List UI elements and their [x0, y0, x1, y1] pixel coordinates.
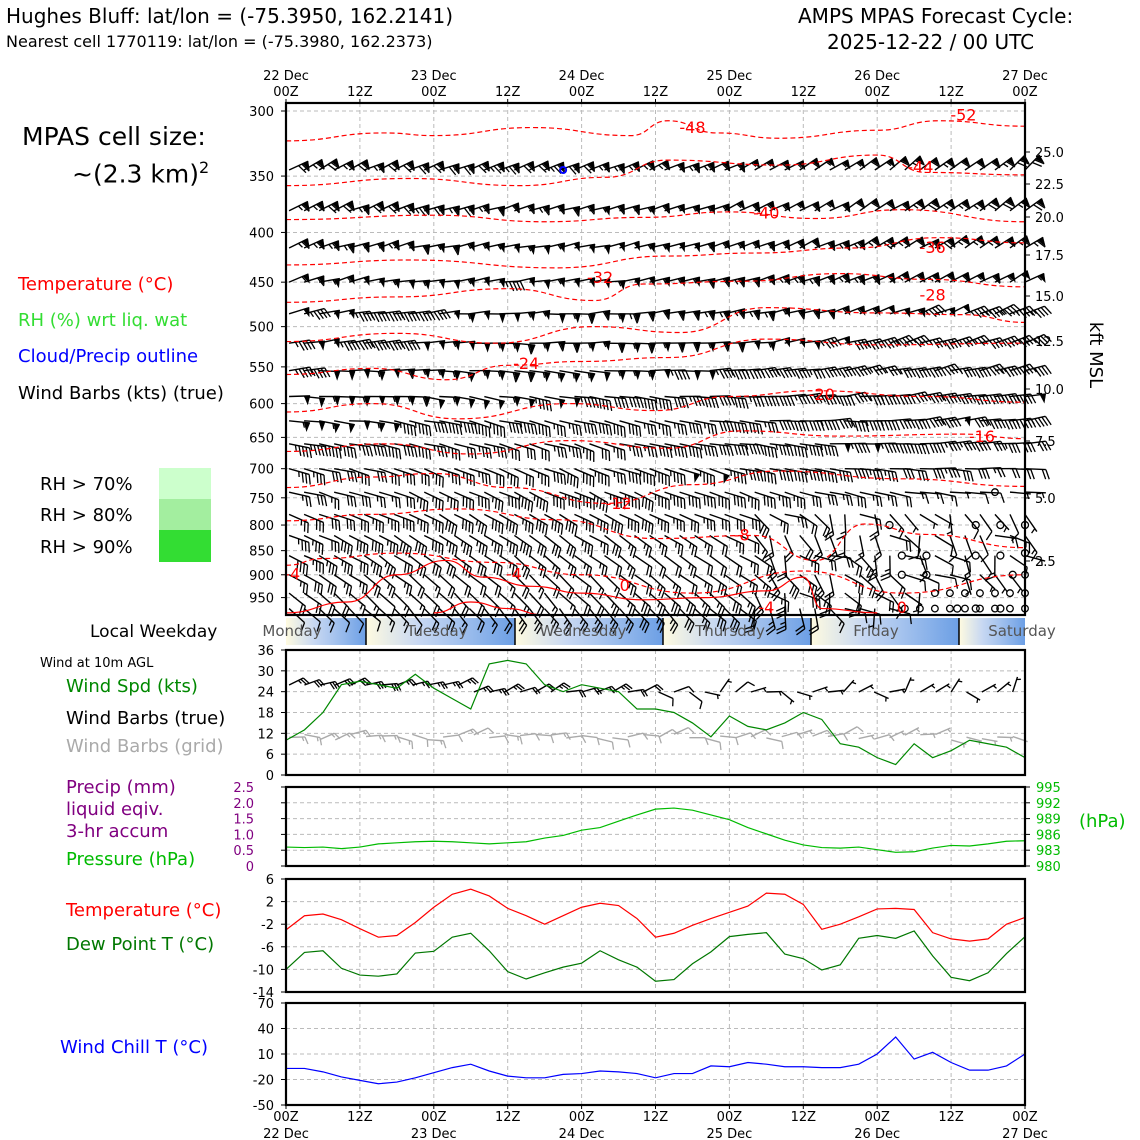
precip-tick-label: 0 — [245, 860, 254, 875]
grid-wind-barb — [289, 737, 308, 745]
weekday-label: Wednesday — [539, 622, 627, 640]
pressure-tick-label: 992 — [1036, 796, 1061, 812]
grid-wind-barb — [395, 737, 415, 749]
temperature-contour-label: 0 — [619, 575, 630, 595]
cycle-time: 2025-12-22 / 00 UTC — [827, 30, 1035, 54]
bottom-date-label: 26 Dec — [854, 1127, 901, 1140]
barb-full — [1044, 305, 1051, 315]
temperature-contour-label: -28 — [919, 285, 946, 305]
wind-tick-label: 18 — [257, 706, 274, 722]
pressure-tick-label: 300 — [249, 105, 274, 120]
kft-axis-label: kft MSL — [1085, 321, 1106, 389]
kft-tick-label: 12.5 — [1035, 335, 1064, 350]
grid-wind-barb — [674, 726, 694, 740]
pressure-tick-label: 500 — [249, 320, 274, 336]
temp-tick-label: 6 — [265, 873, 274, 888]
barb-staff — [874, 735, 889, 739]
precip-tick-label: 0.5 — [233, 844, 254, 860]
bottom-date-label: 23 Dec — [410, 1127, 457, 1140]
top-hour-label: 00Z — [864, 85, 890, 100]
barb-half — [993, 685, 996, 689]
grid-wind-barb — [566, 736, 585, 745]
legend-wind-speed: Wind Spd (kts) — [66, 676, 198, 697]
bottom-hour-label: 00Z — [716, 1110, 743, 1125]
panel-frame-prec — [286, 787, 1025, 866]
legend-wind-barbs: Wind Barbs (kts) (true) — [18, 383, 224, 404]
grid-wind-barb — [890, 731, 906, 741]
wind-tick-label: 24 — [257, 685, 274, 701]
grid-wind-barb — [443, 735, 462, 745]
true-wind-barb — [766, 692, 782, 696]
legend-rh90: RH > 90% — [40, 537, 133, 558]
bottom-hour-label: 12Z — [642, 1110, 669, 1125]
kft-tick-label: 15.0 — [1035, 290, 1064, 305]
temp-tick-label: -6 — [261, 940, 274, 956]
kft-tick-label: 25.0 — [1035, 146, 1064, 161]
barb-full — [627, 740, 631, 748]
barb-staff — [720, 736, 736, 738]
weekday-label: Friday — [853, 622, 899, 640]
pressure-tick-label: 850 — [249, 544, 274, 560]
precip-tick-label: 2.5 — [233, 781, 254, 796]
grid-wind-barb — [474, 727, 494, 742]
grid-wind-barb — [535, 734, 554, 743]
precip-tick-label: 1.5 — [233, 812, 254, 828]
temperature-contour-label: -4 — [284, 564, 301, 584]
pressure-tick-label: 995 — [1036, 781, 1061, 796]
bottom-hour-label: 12Z — [347, 1110, 373, 1125]
kft-tick-label: 20.0 — [1035, 211, 1064, 226]
grid-wind-barb — [920, 734, 936, 739]
true-wind-barb — [890, 689, 906, 696]
true-wind-barb — [873, 692, 889, 702]
true-wind-barb — [828, 690, 844, 696]
grid-wind-barb — [797, 730, 813, 739]
barb-staff — [582, 736, 598, 738]
bottom-hour-label: 00Z — [1012, 1110, 1038, 1125]
grid-wind-barb — [581, 736, 601, 746]
bottom-date-label: 24 Dec — [558, 1127, 605, 1140]
true-wind-barb — [905, 677, 915, 693]
legend-cloud: Cloud/Precip outline — [18, 346, 199, 367]
legend-rh: RH (%) wrt liq. wat — [18, 310, 188, 331]
pressure-tick-label: 350 — [249, 170, 274, 186]
pressure-tick-label: 989 — [1036, 812, 1061, 828]
cell-size-value — [72, 158, 209, 188]
wind-tick-label: 12 — [257, 727, 274, 743]
true-wind-barb — [685, 692, 704, 709]
barb-staff — [412, 734, 427, 739]
barb-full — [670, 698, 676, 706]
barb-full — [443, 741, 446, 748]
top-date-label: 25 Dec — [706, 69, 753, 84]
weekday-label: Saturday — [988, 622, 1056, 640]
temperature-contour-label: -16 — [968, 426, 995, 446]
barb-full — [519, 737, 523, 745]
temperature-contour-label: -24 — [513, 354, 540, 374]
barb-staff — [443, 735, 459, 737]
top-date-label: 24 Dec — [558, 69, 605, 84]
true-wind-barb — [982, 684, 998, 695]
barb-half — [1031, 419, 1034, 425]
grid-wind-barb — [765, 738, 785, 749]
barb-full — [797, 732, 802, 740]
temperature-contour-label: -4 — [505, 564, 522, 584]
bottom-hour-label: 00Z — [273, 1110, 299, 1125]
rh80-swatch — [159, 499, 211, 530]
top-date-label: 23 Dec — [410, 69, 457, 84]
pressure-tick-label: 950 — [249, 591, 274, 607]
true-wind-barb — [704, 692, 720, 699]
barb-staff — [689, 692, 702, 702]
bottom-hour-label: 12Z — [494, 1110, 521, 1125]
legend-wind-barbs-true: Wind Barbs (true) — [66, 708, 226, 729]
barb-full — [1045, 470, 1049, 480]
true-wind-barb — [412, 680, 432, 692]
temperature-contour-label: -48 — [679, 117, 706, 137]
top-hour-label: 12Z — [347, 85, 373, 100]
true-wind-barb — [674, 686, 694, 699]
grid-wind-barb — [859, 735, 875, 742]
grid-wind-barb — [659, 728, 679, 743]
top-date-label: 27 Dec — [1002, 69, 1048, 84]
top-date-label: 26 Dec — [854, 69, 901, 84]
barb-full — [688, 726, 694, 734]
temperature-contour-label: -36 — [919, 238, 946, 258]
grid-wind-barb — [751, 729, 771, 744]
true-wind-barb — [582, 687, 602, 699]
barb-full — [1027, 469, 1031, 479]
windchill-tick-label: -20 — [252, 1073, 274, 1089]
grid-wind-barb — [997, 737, 1013, 742]
legend-rh80: RH > 80% — [40, 505, 133, 526]
windchill-tick-label: 40 — [257, 1022, 274, 1038]
barb-staff — [520, 734, 536, 736]
temperature-contour-label: -40 — [753, 203, 780, 223]
upper-wind-barb — [1025, 305, 1051, 323]
true-wind-barb — [920, 684, 936, 695]
barb-staff — [597, 738, 612, 742]
true-wind-barb — [936, 684, 952, 696]
panel-layer — [281, 99, 1030, 1109]
kft-tick-label: 22.5 — [1035, 178, 1064, 193]
legend-precip-1: Precip (mm) — [66, 777, 176, 798]
barb-half — [932, 685, 935, 689]
true-wind-barb — [796, 692, 812, 700]
barb-full — [410, 741, 415, 749]
barb-half — [1034, 242, 1038, 247]
windchill-tick-label: 10 — [257, 1048, 274, 1063]
temperature-contour-label: -12 — [605, 493, 632, 513]
barb-staff — [535, 734, 551, 735]
barb-full — [459, 735, 463, 743]
upper-wind-barb — [1025, 365, 1051, 380]
pressure-tick-label: 400 — [249, 226, 274, 242]
temperature-contour-label: -8 — [733, 525, 750, 545]
pressure-tick-label: 986 — [1036, 828, 1061, 844]
true-wind-barb — [1013, 677, 1022, 693]
top-hour-label: 12Z — [642, 85, 669, 100]
temperature-contour-label: -52 — [950, 105, 977, 125]
barb-half — [1031, 550, 1036, 555]
rh70-swatch — [159, 468, 211, 499]
true-wind-barb — [458, 677, 478, 692]
bottom-hour-label: 00Z — [568, 1110, 595, 1125]
kft-tick-label: 5.0 — [1035, 492, 1056, 507]
windchill-tick-label: -50 — [252, 1099, 274, 1114]
precip-tick-label: 1.0 — [233, 828, 254, 844]
wind-tick-label: 30 — [257, 664, 274, 680]
bottom-date-label: 25 Dec — [706, 1127, 753, 1140]
true-wind-barb — [779, 692, 794, 705]
pressure-tick-label: 650 — [249, 431, 274, 447]
top-hour-label: 00Z — [421, 85, 447, 100]
true-wind-barb — [736, 680, 755, 697]
barb-full — [780, 741, 784, 749]
weekday-label: Thursday — [695, 622, 765, 640]
top-hour-label: 12Z — [494, 85, 521, 100]
top-hour-label: 00Z — [273, 85, 299, 100]
pressure-tick-label: 700 — [249, 462, 274, 478]
temp-tick-label: -10 — [252, 963, 274, 979]
top-hour-label: 12Z — [790, 85, 817, 100]
bottom-hour-label: 12Z — [938, 1110, 964, 1125]
grid-wind-barb — [611, 738, 631, 748]
pressure-tick-label: 900 — [249, 568, 274, 584]
nearest-cell-line: Nearest cell 1770119: lat/lon = (-75.3980, 162.2373) — [6, 32, 433, 51]
barb-full — [1042, 469, 1046, 479]
barb-staff — [736, 682, 748, 692]
barb-half — [559, 685, 562, 689]
barb-full — [698, 702, 705, 709]
local-weekday-label: Local Weekday — [90, 622, 218, 642]
grid-wind-barb — [410, 734, 430, 747]
barb-full — [1030, 469, 1034, 479]
wind10m-title: Wind at 10m AGL — [40, 656, 154, 671]
grid-wind-barb — [351, 730, 371, 742]
temperature-contour-label: 0 — [896, 598, 907, 617]
cycle-title: AMPS MPAS Forecast Cycle: — [798, 4, 1074, 28]
pressure-tick-label: 550 — [249, 360, 274, 376]
station-title: Hughes Bluff: lat/lon = (-75.3950, 162.2141) — [6, 4, 454, 28]
wind-tick-label: 0 — [265, 769, 274, 784]
barb-staff — [659, 692, 673, 698]
bottom-hour-label: 00Z — [421, 1110, 447, 1125]
top-hour-label: 00Z — [716, 85, 743, 100]
barb-staff — [612, 738, 628, 740]
kft-tick-label: 10.0 — [1035, 383, 1064, 398]
cell-size-exponent: 2 — [199, 158, 210, 177]
precip-tick-label: 2.0 — [233, 796, 254, 812]
temperature-contour-label: -32 — [587, 268, 614, 288]
barb-full — [735, 738, 739, 745]
bottom-date-label: 22 Dec — [263, 1127, 309, 1140]
wind-tick-label: 6 — [265, 748, 274, 764]
temperature-contour-label: -44 — [907, 157, 934, 177]
top-date-label: 22 Dec — [263, 69, 309, 84]
grid-wind-barb — [736, 732, 756, 745]
temperature-contour-label: -4 — [758, 597, 775, 617]
kft-tick-label: 2.5 — [1035, 555, 1056, 570]
barb-full — [718, 742, 723, 750]
barb-full — [305, 737, 308, 744]
true-wind-barb — [843, 680, 857, 694]
true-wind-barb — [643, 683, 663, 698]
grid-wind-barb — [427, 740, 446, 748]
barb-full — [582, 736, 586, 743]
barb-full — [486, 686, 491, 694]
grid-wind-barb — [489, 736, 508, 745]
true-wind-barb — [656, 692, 676, 706]
kft-tick-label: 17.5 — [1035, 249, 1064, 264]
bottom-hour-label: 00Z — [864, 1110, 890, 1125]
barb-full — [551, 736, 554, 743]
bottom-date-label: 27 Dec — [1002, 1127, 1048, 1140]
cell-size-title: MPAS cell size: — [22, 122, 206, 151]
true-wind-barb — [964, 692, 980, 704]
pressure-tick-label: 600 — [249, 397, 274, 413]
temperature-contour-label: -20 — [808, 385, 835, 405]
barb-staff — [489, 736, 505, 738]
wind-tick-label: 36 — [257, 644, 274, 659]
top-hour-label: 12Z — [938, 85, 964, 100]
true-wind-barb — [859, 685, 875, 696]
pressure-tick-label: 450 — [249, 276, 274, 292]
pressure-axis-label: (hPa) — [1079, 811, 1126, 832]
temp-tick-label: -2 — [261, 918, 274, 934]
barb-full — [611, 742, 615, 750]
weekday-label: Tuesday — [406, 622, 468, 640]
kft-tick-label: 7.5 — [1035, 435, 1056, 450]
barb-full — [857, 725, 863, 733]
pressure-tick-label: 983 — [1036, 844, 1061, 860]
temp-tick-label: 2 — [265, 895, 274, 911]
barb-half — [1030, 529, 1035, 534]
barb-full — [748, 680, 755, 687]
pressure-tick-label: 980 — [1036, 860, 1061, 875]
barb-half — [1007, 683, 1011, 687]
legend-rh70: RH > 70% — [40, 474, 133, 495]
barb-staff — [766, 738, 781, 741]
pressure-tick-label: 800 — [249, 519, 274, 535]
barb-half — [947, 684, 950, 688]
windchill-tick-label: 70 — [257, 997, 274, 1012]
weekday-label: Monday — [262, 622, 322, 640]
cell-size-text: ~(2.3 km) — [72, 159, 199, 189]
barb-half — [621, 686, 624, 690]
bottom-hour-label: 12Z — [790, 1110, 817, 1125]
legend-wind-barbs-grid: Wind Barbs (grid) — [66, 736, 224, 757]
legend-temperature: Temperature (°C) — [18, 274, 174, 295]
barb-half — [514, 686, 517, 690]
pressure-tick-label: 750 — [249, 491, 274, 507]
true-wind-barb — [997, 682, 1012, 695]
top-hour-label: 00Z — [1012, 85, 1038, 100]
top-hour-label: 00Z — [568, 85, 595, 100]
grid-wind-barb — [936, 728, 952, 738]
temp-tick-label: -14 — [252, 986, 274, 1001]
legend-precip-2: liquid eqiv. — [66, 799, 164, 820]
rh90-swatch — [159, 530, 211, 562]
